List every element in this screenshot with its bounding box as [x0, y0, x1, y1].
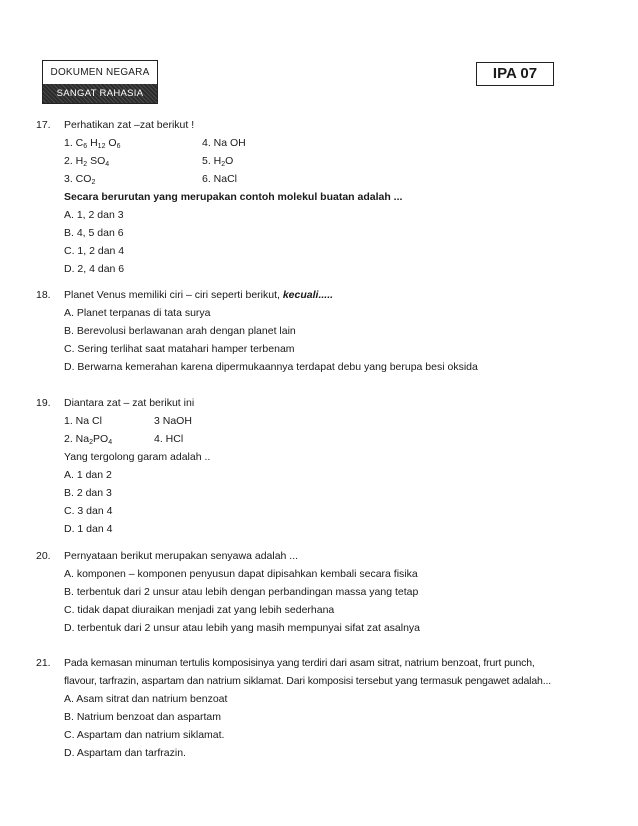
option-c[interactable]: C. 1, 2 dan 4 [64, 245, 125, 257]
option-c[interactable]: C. Sering terlihat saat matahari hamper terbenam [64, 343, 295, 355]
option-a[interactable]: A. komponen – komponen penyusun dapat dipisahkan kembali secara fisika [64, 568, 418, 580]
item-row [36, 170, 606, 188]
question-17 [36, 116, 606, 278]
doc-label: DOKUMEN NEGARA [50, 67, 150, 78]
question-number: 20. [36, 550, 51, 562]
question-number: 21. [36, 657, 51, 669]
option-a[interactable]: A. Asam sitrat dan natrium benzoat [64, 693, 228, 705]
option-c[interactable]: C. 3 dan 4 [64, 505, 113, 517]
option-d[interactable]: D. 1 dan 4 [64, 523, 113, 535]
question-stem: Perhatikan zat –zat berikut ! [64, 119, 195, 131]
option-c[interactable]: C. Aspartam dan natrium siklamat. [64, 729, 225, 741]
question-20 [36, 547, 606, 637]
item-left: 1. Na Cl [64, 415, 102, 427]
option-c[interactable]: C. tidak dapat diuraikan menjadi zat yang lebih sederhana [64, 604, 335, 616]
option-d[interactable]: D. Berwarna kemerahan karena dipermukaannya terdapat debu yang berupa besi oksida [64, 361, 478, 373]
option-d[interactable]: D. 2, 4 dan 6 [64, 263, 125, 275]
question-prompt: Secara berurutan yang merupakan contoh molekul buatan adalah ... [64, 191, 403, 203]
question-stem-line2: flavour, tarfrazin, aspartam dan natrium siklamat. Dari komposisi tersebut yang termasuk pengawet adalah... [64, 675, 552, 687]
option-b[interactable]: B. 4, 5 dan 6 [64, 227, 124, 239]
item-right: 5. $H_2O$ [202, 155, 234, 168]
question-19 [36, 394, 606, 538]
item-row [36, 412, 606, 430]
question-number: 18. [36, 289, 51, 301]
question-stem: Pernyataan berikut merupakan senyawa adalah ... [64, 550, 299, 562]
question-stem-line1: Pada kemasan minuman tertulis komposisinya yang terdiri dari asam sitrat, natrium benzoat, frurt punch, [64, 657, 535, 669]
item-row [36, 152, 606, 170]
item-row [36, 430, 606, 448]
item-right: 6. NaCl [202, 173, 238, 185]
option-b[interactable]: B. Berevolusi berlawanan arah dengan planet lain [64, 325, 296, 337]
option-d[interactable]: D. Aspartam dan tarfrazin. [64, 747, 186, 759]
option-a[interactable]: A. 1 dan 2 [64, 469, 112, 481]
item-left: 2. $Na_2PO_4$ [64, 433, 113, 446]
item-left: 1. $C_6$ $H_{12}$ $O_6$ [64, 137, 121, 150]
question-number: 17. [36, 119, 51, 131]
item-left: 3. $CO_2$ [64, 173, 96, 186]
question-18 [36, 286, 606, 376]
option-b[interactable]: B. Natrium benzoat dan aspartam [64, 711, 221, 723]
option-a[interactable]: A. 1, 2 dan 3 [64, 209, 124, 221]
secret-label: SANGAT RAHASIA [43, 84, 157, 103]
subject-code: IPA 07 [476, 62, 554, 86]
question-21 [36, 654, 606, 762]
question-prompt: Yang tergolong garam adalah .. [64, 451, 211, 463]
document-header-box [42, 60, 158, 104]
item-right: 4. Na OH [202, 137, 246, 149]
item-left: 2. $H_2$ $SO_4$ [64, 155, 110, 168]
item-right: 4. HCl [154, 433, 184, 445]
question-stem: Planet Venus memiliki ciri – ciri seperti berikut, kecuali..... [64, 289, 334, 301]
option-d[interactable]: D. terbentuk dari 2 unsur atau lebih yang masih mempunyai sifat zat asalnya [64, 622, 421, 634]
option-a[interactable]: A. Planet terpanas di tata surya [64, 307, 211, 319]
item-right: 3 NaOH [154, 415, 192, 427]
option-b[interactable]: B. terbentuk dari 2 unsur atau lebih dengan perbandingan massa yang tetap [64, 586, 419, 598]
emphasis-word: kecuali..... [282, 289, 334, 301]
option-b[interactable]: B. 2 dan 3 [64, 487, 112, 499]
item-row [36, 134, 606, 152]
question-number: 19. [36, 397, 51, 409]
question-stem: Diantara zat – zat berikut ini [64, 397, 195, 409]
